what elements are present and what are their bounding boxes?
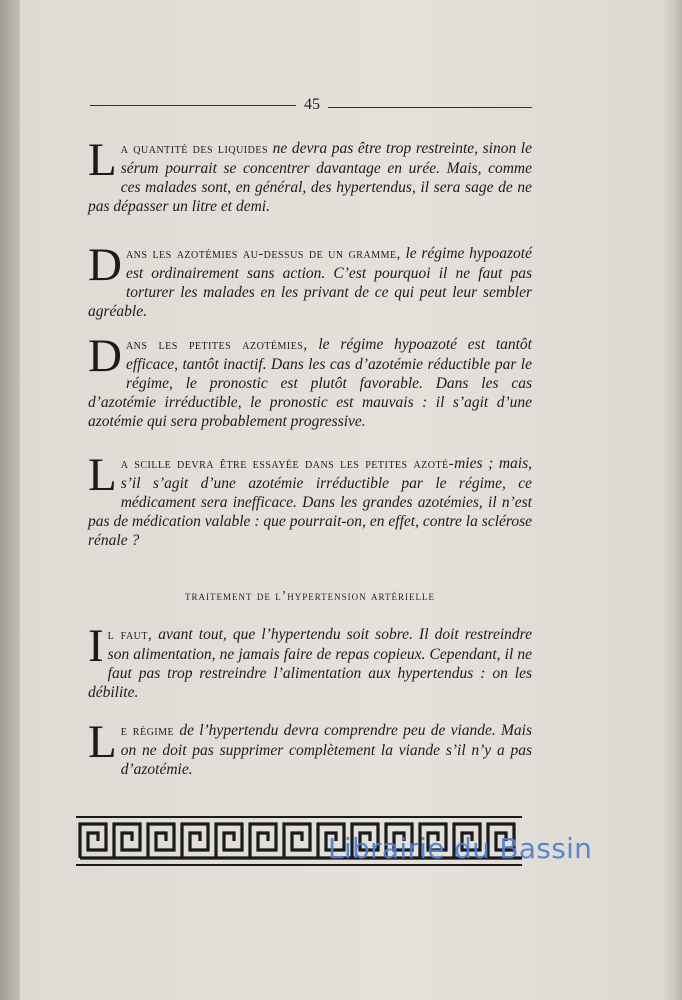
meander-unit — [148, 824, 182, 858]
meander-unit — [182, 824, 216, 858]
lead-in: a quantité des liquides — [120, 141, 269, 157]
paragraph-text: de l’hypertendu devra comprendre peu de viande. Mais on ne doit pas supprimer complètement la viande s’il n’y a pas d’azotémie. — [120, 722, 532, 778]
paragraph-azotemies-gramme — [88, 239, 532, 321]
drop-cap: D — [88, 239, 122, 291]
page-header — [90, 96, 532, 116]
drop-cap: L — [88, 716, 117, 768]
drop-cap: L — [88, 449, 117, 501]
header-rule-right — [328, 107, 532, 108]
meander-unit — [80, 824, 114, 858]
paragraph-regime — [88, 716, 532, 779]
section-heading: traitement de l’hypertension artérielle — [184, 588, 435, 603]
paragraph-scille — [88, 449, 532, 550]
drop-cap: D — [88, 330, 122, 382]
lead-in: ans les azotémies au-dessus de un gramme, — [125, 246, 401, 262]
watermark-text: Librairie du Bassin — [328, 832, 593, 865]
lead-in: l faut, — [107, 627, 153, 643]
paragraph-text: le régime hypoazoté est ordinairement sans action. C’est pourquoi il ne faut pas torturer les malades en les privant de ce qui peut leur sembler agréable. — [88, 245, 532, 320]
paragraph-il-faut — [88, 620, 532, 702]
lead-in: a scille devra être essayée dans les petites azoté- — [120, 456, 455, 472]
paragraph-text: ne devra pas être trop restreinte, sinon le sérum pourrait se concentrer davantage en urée. Mais, comme ces malades sont, en général, des hypertendus, il sera sage de ne pas dépasser un litre et demi. — [88, 140, 532, 215]
paragraph-text: le régime hypoazoté est tantôt efficace, tantôt inactif. Dans les cas d’azotémie réductible par le régime, le pronostic est plutôt favorable. Dans les cas d’azotémie irréductible, le pronostic est mauvais : il s’agit d’une azotémie qui sera probablement progressive. — [88, 336, 532, 430]
paragraph-petites-azotemies — [88, 330, 532, 431]
meander-unit — [250, 824, 284, 858]
paragraph-text: avant tout, que l’hypertendu soit sobre. Il doit restreindre son alimentation, ne jamais faire de repas copieux. Cependant, il ne faut pas trop restreindre l’alimentation aux hypertendus : on les débilite. — [88, 626, 532, 701]
meander-unit — [114, 824, 148, 858]
book-gutter — [0, 0, 20, 1000]
meander-unit — [284, 824, 318, 858]
paragraph-text: mies ; mais, s’il s’agit d’une azotémie irréductible par le régime, ce médicament sera inefficace. Dans les grandes azotémies, il n’est pas de médication valable : que pourrait-on, en effet, contre la sclérose rénale ? — [88, 455, 532, 549]
page-number: 45 — [304, 96, 320, 113]
lead-in: ans les petites azotémies, — [125, 337, 308, 353]
meander-unit — [216, 824, 250, 858]
paragraph-liquides — [88, 134, 532, 216]
lead-in: e régime — [120, 723, 175, 739]
header-rule-left — [90, 105, 296, 106]
drop-cap: I — [88, 620, 104, 672]
page-edge — [664, 0, 682, 1000]
drop-cap: L — [88, 134, 117, 186]
